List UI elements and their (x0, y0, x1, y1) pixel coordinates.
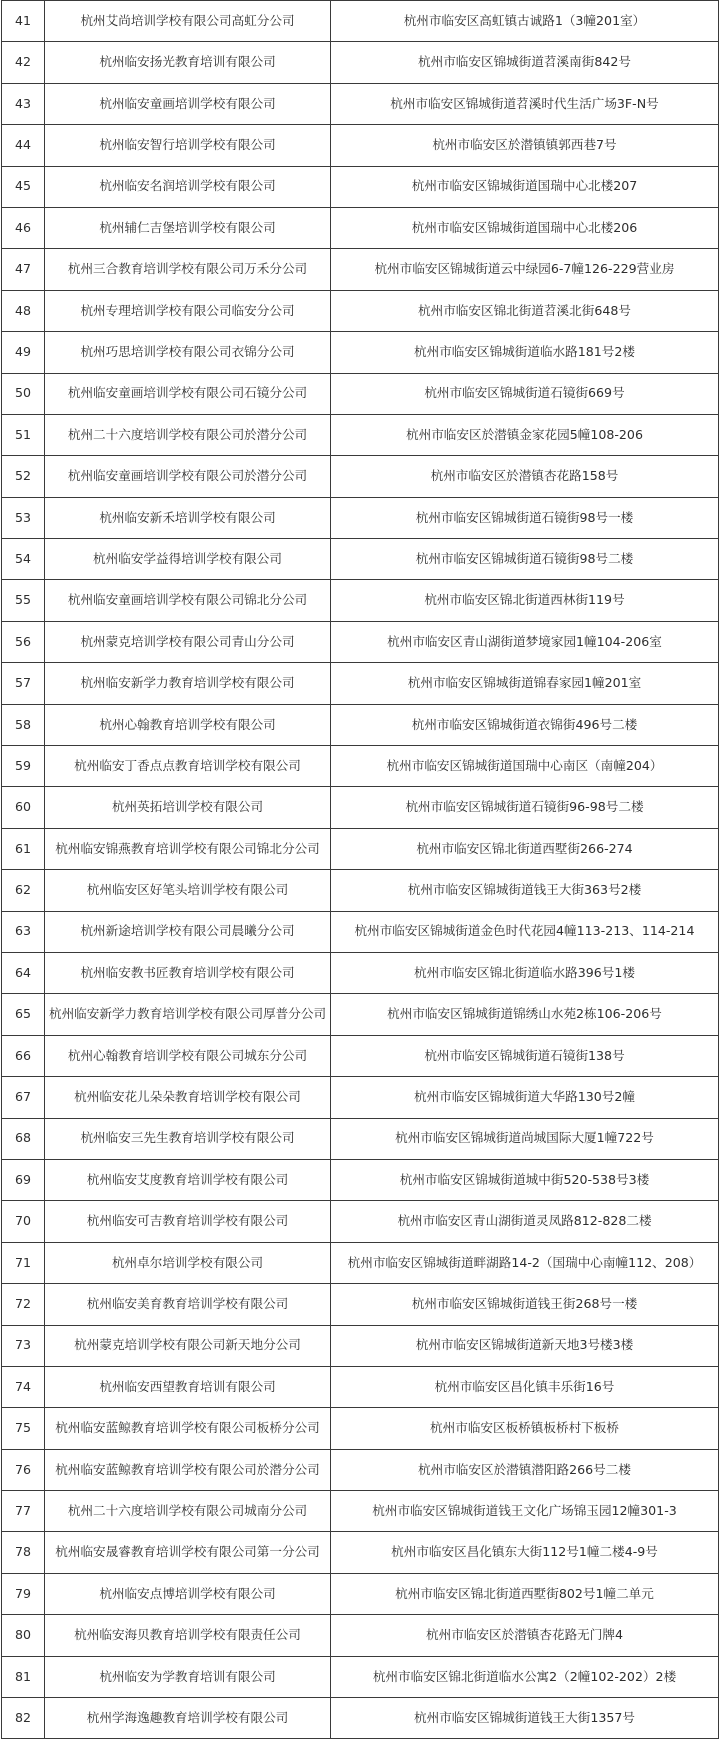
table-row (2, 1118, 719, 1159)
row-number-cell: 76 (2, 1449, 45, 1490)
school-address-cell: 杭州市临安区锦北街道苕溪北街648号 (331, 290, 719, 331)
school-name-cell: 杭州巧思培训学校有限公司衣锦分公司 (45, 332, 331, 373)
table-row (2, 497, 719, 538)
school-name-cell: 杭州临安扬光教育培训有限公司 (45, 42, 331, 83)
row-number-cell: 74 (2, 1366, 45, 1407)
school-name-cell: 杭州临安蓝鲸教育培训学校有限公司板桥分公司 (45, 1408, 331, 1449)
school-address-cell: 杭州市临安区於潜镇杏花路无门牌4 (331, 1615, 719, 1656)
school-address-cell: 杭州市临安区锦城街道金色时代花园4幢113-213、114-214 (331, 911, 719, 952)
school-list-table (1, 0, 719, 1739)
school-address-cell: 杭州市临安区锦城街道临水路181号2楼 (331, 332, 719, 373)
school-address-cell: 杭州市临安区锦北街道临水路396号1楼 (331, 952, 719, 993)
table-row (2, 870, 719, 911)
school-address-cell: 杭州市临安区锦城街道锦春家园1幢201室 (331, 663, 719, 704)
school-name-cell: 杭州艾尚培训学校有限公司高虹分公司 (45, 1, 331, 42)
school-name-cell: 杭州辅仁吉堡培训学校有限公司 (45, 207, 331, 248)
table-row (2, 1077, 719, 1118)
row-number-cell: 61 (2, 828, 45, 869)
school-name-cell: 杭州临安新学力教育培训学校有限公司 (45, 663, 331, 704)
school-name-cell: 杭州临安蓝鲸教育培训学校有限公司於潜分公司 (45, 1449, 331, 1490)
row-number-cell: 58 (2, 704, 45, 745)
row-number-cell: 68 (2, 1118, 45, 1159)
row-number-cell: 41 (2, 1, 45, 42)
school-name-cell: 杭州英拓培训学校有限公司 (45, 787, 331, 828)
school-address-cell: 杭州市临安区於潜镇潜阳路266号二楼 (331, 1449, 719, 1490)
school-name-cell: 杭州临安学益得培训学校有限公司 (45, 539, 331, 580)
table-row (2, 125, 719, 166)
table-row (2, 828, 719, 869)
row-number-cell: 59 (2, 746, 45, 787)
row-number-cell: 70 (2, 1201, 45, 1242)
table-row (2, 249, 719, 290)
table-row (2, 663, 719, 704)
school-address-cell: 杭州市临安区锦城街道尚城国际大厦1幢722号 (331, 1118, 719, 1159)
table-row (2, 1449, 719, 1490)
school-name-cell: 杭州临安西望教育培训有限公司 (45, 1366, 331, 1407)
table-row (2, 1284, 719, 1325)
school-name-cell: 杭州蒙克培训学校有限公司新天地分公司 (45, 1325, 331, 1366)
school-address-cell: 杭州市临安区锦城街道钱王文化广场锦玉园12幢301-3 (331, 1491, 719, 1532)
school-address-cell: 杭州市临安区锦城街道国瑞中心北楼206 (331, 207, 719, 248)
table-row (2, 704, 719, 745)
row-number-cell: 56 (2, 621, 45, 662)
row-number-cell: 64 (2, 952, 45, 993)
school-name-cell: 杭州临安童画培训学校有限公司锦北分公司 (45, 580, 331, 621)
school-address-cell: 杭州市临安区锦城街道钱王街268号一楼 (331, 1284, 719, 1325)
table-row (2, 1698, 719, 1739)
school-name-cell: 杭州卓尔培训学校有限公司 (45, 1242, 331, 1283)
school-address-cell: 杭州市临安区锦城街道苕溪南街842号 (331, 42, 719, 83)
table-row (2, 580, 719, 621)
row-number-cell: 69 (2, 1159, 45, 1200)
table-row (2, 1408, 719, 1449)
school-name-cell: 杭州三合教育培训学校有限公司万禾分公司 (45, 249, 331, 290)
school-name-cell: 杭州新途培训学校有限公司晨曦分公司 (45, 911, 331, 952)
row-number-cell: 53 (2, 497, 45, 538)
row-number-cell: 78 (2, 1532, 45, 1573)
school-address-cell: 杭州市临安区锦城街道国瑞中心北楼207 (331, 166, 719, 207)
school-address-cell: 杭州市临安区锦北街道西墅街802号1幢二单元 (331, 1573, 719, 1614)
table-row (2, 621, 719, 662)
school-address-cell: 杭州市临安区锦城街道大华路130号2幢 (331, 1077, 719, 1118)
school-address-cell: 杭州市临安区青山湖街道梦境家园1幢104-206室 (331, 621, 719, 662)
row-number-cell: 81 (2, 1656, 45, 1697)
school-address-cell: 杭州市临安区锦城街道钱王大街363号2楼 (331, 870, 719, 911)
school-address-cell: 杭州市临安区锦城街道苕溪时代生活广场3F-N号 (331, 83, 719, 124)
school-address-cell: 杭州市临安区锦城街道锦绣山水苑2栋106-206号 (331, 994, 719, 1035)
table-row (2, 1035, 719, 1076)
table-row (2, 1656, 719, 1697)
row-number-cell: 51 (2, 414, 45, 455)
school-address-cell: 杭州市临安区锦城街道国瑞中心南区（南幢204） (331, 746, 719, 787)
table-row (2, 787, 719, 828)
school-name-cell: 杭州二十六度培训学校有限公司城南分公司 (45, 1491, 331, 1532)
school-address-cell: 杭州市临安区锦城街道石镜街138号 (331, 1035, 719, 1076)
school-address-cell: 杭州市临安区锦城街道新天地3号楼3楼 (331, 1325, 719, 1366)
school-address-cell: 杭州市临安区锦城街道石镜街98号二楼 (331, 539, 719, 580)
table-row (2, 1491, 719, 1532)
school-address-cell: 杭州市临安区锦城街道石镜街98号一楼 (331, 497, 719, 538)
row-number-cell: 66 (2, 1035, 45, 1076)
row-number-cell: 57 (2, 663, 45, 704)
school-address-cell: 杭州市临安区昌化镇东大街112号1幢二楼4-9号 (331, 1532, 719, 1573)
school-name-cell: 杭州临安名润培训学校有限公司 (45, 166, 331, 207)
table-row (2, 1615, 719, 1656)
school-address-cell: 杭州市临安区锦城街道石镜街96-98号二楼 (331, 787, 719, 828)
row-number-cell: 80 (2, 1615, 45, 1656)
table-row (2, 539, 719, 580)
school-address-cell: 杭州市临安区锦城街道衣锦街496号二楼 (331, 704, 719, 745)
row-number-cell: 67 (2, 1077, 45, 1118)
school-name-cell: 杭州临安童画培训学校有限公司於潜分公司 (45, 456, 331, 497)
school-address-cell: 杭州市临安区锦北街道西林街119号 (331, 580, 719, 621)
school-address-cell: 杭州市临安区锦北街道临水公寓2（2幢102-202）2楼 (331, 1656, 719, 1697)
table-row (2, 207, 719, 248)
row-number-cell: 44 (2, 125, 45, 166)
row-number-cell: 72 (2, 1284, 45, 1325)
school-address-cell: 杭州市临安区锦城街道钱王大街1357号 (331, 1698, 719, 1739)
school-name-cell: 杭州临安艾度教育培训学校有限公司 (45, 1159, 331, 1200)
school-address-cell: 杭州市临安区锦城街道云中绿园6-7幢126-229营业房 (331, 249, 719, 290)
school-address-cell: 杭州市临安区锦城街道石镜街669号 (331, 373, 719, 414)
school-name-cell: 杭州临安新禾培训学校有限公司 (45, 497, 331, 538)
row-number-cell: 73 (2, 1325, 45, 1366)
school-name-cell: 杭州临安晟睿教育培训学校有限公司第一分公司 (45, 1532, 331, 1573)
table-row (2, 373, 719, 414)
table-body (2, 1, 719, 1739)
school-address-cell: 杭州市临安区青山湖街道灵凤路812-828二楼 (331, 1201, 719, 1242)
school-name-cell: 杭州二十六度培训学校有限公司於潜分公司 (45, 414, 331, 455)
row-number-cell: 77 (2, 1491, 45, 1532)
school-address-cell: 杭州市临安区昌化镇丰乐街16号 (331, 1366, 719, 1407)
school-name-cell: 杭州临安美育教育培训学校有限公司 (45, 1284, 331, 1325)
school-name-cell: 杭州临安锦燕教育培训学校有限公司锦北分公司 (45, 828, 331, 869)
school-name-cell: 杭州临安智行培训学校有限公司 (45, 125, 331, 166)
school-name-cell: 杭州专理培训学校有限公司临安分公司 (45, 290, 331, 331)
school-address-cell: 杭州市临安区高虹镇古诚路1（3幢201室） (331, 1, 719, 42)
table-row (2, 1325, 719, 1366)
row-number-cell: 45 (2, 166, 45, 207)
school-address-cell: 杭州市临安区於潜镇杏花路158号 (331, 456, 719, 497)
table-row (2, 1532, 719, 1573)
school-name-cell: 杭州蒙克培训学校有限公司青山分公司 (45, 621, 331, 662)
row-number-cell: 62 (2, 870, 45, 911)
table-row (2, 456, 719, 497)
row-number-cell: 47 (2, 249, 45, 290)
school-address-cell: 杭州市临安区於潜镇金家花园5幢108-206 (331, 414, 719, 455)
table-row (2, 414, 719, 455)
table-row (2, 1, 719, 42)
row-number-cell: 43 (2, 83, 45, 124)
table-row (2, 83, 719, 124)
school-name-cell: 杭州临安新学力教育培训学校有限公司厚普分公司 (45, 994, 331, 1035)
row-number-cell: 65 (2, 994, 45, 1035)
school-name-cell: 杭州临安三先生教育培训学校有限公司 (45, 1118, 331, 1159)
school-name-cell: 杭州临安可吉教育培训学校有限公司 (45, 1201, 331, 1242)
table-row (2, 911, 719, 952)
row-number-cell: 50 (2, 373, 45, 414)
row-number-cell: 60 (2, 787, 45, 828)
school-name-cell: 杭州临安童画培训学校有限公司 (45, 83, 331, 124)
school-name-cell: 杭州心翰教育培训学校有限公司城东分公司 (45, 1035, 331, 1076)
school-address-cell: 杭州市临安区锦北街道西墅街266-274 (331, 828, 719, 869)
row-number-cell: 52 (2, 456, 45, 497)
school-address-cell: 杭州市临安区锦城街道城中街520-538号3楼 (331, 1159, 719, 1200)
school-name-cell: 杭州临安海贝教育培训学校有限责任公司 (45, 1615, 331, 1656)
school-address-cell: 杭州市临安区锦城街道畔湖路14-2（国瑞中心南幢112、208） (331, 1242, 719, 1283)
table-row (2, 952, 719, 993)
row-number-cell: 82 (2, 1698, 45, 1739)
table-row (2, 332, 719, 373)
table-row (2, 1242, 719, 1283)
school-address-cell: 杭州市临安区板桥镇板桥村下板桥 (331, 1408, 719, 1449)
school-name-cell: 杭州临安丁香点点教育培训学校有限公司 (45, 746, 331, 787)
row-number-cell: 46 (2, 207, 45, 248)
table-row (2, 1201, 719, 1242)
table-row (2, 290, 719, 331)
school-name-cell: 杭州临安教书匠教育培训学校有限公司 (45, 952, 331, 993)
school-name-cell: 杭州临安区好笔头培训学校有限公司 (45, 870, 331, 911)
school-name-cell: 杭州心翰教育培训学校有限公司 (45, 704, 331, 745)
table-row (2, 1573, 719, 1614)
row-number-cell: 54 (2, 539, 45, 580)
row-number-cell: 71 (2, 1242, 45, 1283)
table-row (2, 166, 719, 207)
school-name-cell: 杭州临安为学教育培训有限公司 (45, 1656, 331, 1697)
school-name-cell: 杭州临安花儿朵朵教育培训学校有限公司 (45, 1077, 331, 1118)
row-number-cell: 63 (2, 911, 45, 952)
school-address-cell: 杭州市临安区於潜镇镇郭西巷7号 (331, 125, 719, 166)
row-number-cell: 42 (2, 42, 45, 83)
row-number-cell: 49 (2, 332, 45, 373)
row-number-cell: 75 (2, 1408, 45, 1449)
school-name-cell: 杭州临安童画培训学校有限公司石镜分公司 (45, 373, 331, 414)
table-row (2, 746, 719, 787)
table-row (2, 42, 719, 83)
row-number-cell: 55 (2, 580, 45, 621)
row-number-cell: 79 (2, 1573, 45, 1614)
table-row (2, 994, 719, 1035)
table-row (2, 1159, 719, 1200)
school-name-cell: 杭州临安点博培训学校有限公司 (45, 1573, 331, 1614)
table-row (2, 1366, 719, 1407)
row-number-cell: 48 (2, 290, 45, 331)
school-name-cell: 杭州学海逸趣教育培训学校有限公司 (45, 1698, 331, 1739)
